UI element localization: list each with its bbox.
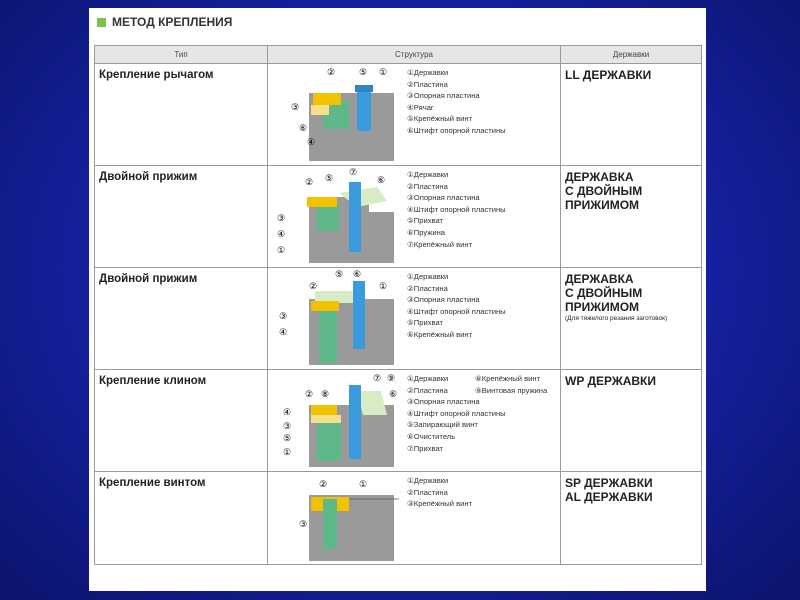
part-item: ⑦Крепёжный винт	[407, 239, 473, 249]
holder-note: (Для тяжелого резания заготовок)	[565, 315, 668, 322]
type-cell: Крепление винтом	[95, 472, 268, 565]
part-item: ③Крепёжный винт	[407, 499, 473, 509]
callout-label: ④	[307, 137, 316, 147]
callout-label: ①	[379, 281, 388, 291]
insert-shape	[311, 301, 339, 311]
clamp-screw-shape	[323, 499, 337, 549]
clamp-screw-shape	[349, 385, 361, 459]
part-item: ⑤Запирающий винт	[407, 420, 478, 430]
holder-label: AL ДЕРЖАВКИ	[565, 490, 653, 504]
holder-cell	[561, 370, 702, 472]
parts-list	[407, 169, 506, 250]
callout-label: ④	[283, 407, 292, 417]
insert-shape	[311, 405, 337, 415]
type-cell: Двойной прижим	[95, 166, 268, 268]
part-item: ①Державки	[407, 272, 449, 281]
callout-label: ⑧	[321, 389, 330, 399]
callout-label: ②	[305, 389, 314, 399]
part-item: ⑤Крепёжный винт	[407, 114, 473, 124]
holder-label: ДЕРЖАВКА	[565, 272, 634, 286]
green-square-icon	[97, 18, 106, 27]
lever-lock-diagram	[269, 65, 405, 163]
callout-label: ②	[305, 177, 314, 187]
insert-shape	[307, 197, 337, 207]
column-header-holders: Державки	[561, 46, 702, 64]
callout-label: ⑨	[387, 373, 396, 383]
holder-label: WP ДЕРЖАВКИ	[565, 374, 656, 388]
document-sheet	[89, 8, 706, 591]
part-item: ①Державки	[407, 476, 449, 485]
part-item-pair	[407, 385, 547, 397]
callout-label: ⑤	[283, 433, 292, 443]
structure-cell	[268, 166, 561, 268]
holder-label: ПРИЖИМОМ	[565, 198, 640, 212]
type-cell: Крепление клином	[95, 370, 268, 472]
part-item: ①Державки	[407, 170, 449, 179]
double-clamp-diagram	[269, 167, 405, 265]
parts-list	[407, 271, 506, 341]
callout-label: ⑤	[335, 269, 344, 279]
callout-label: ⑥	[389, 389, 398, 399]
part-item: ④Штифт опорной пластины	[407, 408, 506, 418]
insert-shape	[313, 93, 341, 105]
structure-cell	[268, 370, 561, 472]
page-title: МЕТОД КРЕПЛЕНИЯ	[112, 15, 233, 29]
part-item-pair	[407, 373, 547, 385]
holder-cell	[561, 166, 702, 268]
part-item: ②Пластина	[407, 385, 448, 395]
part-item: ④Штифт опорной пластины	[407, 204, 506, 214]
table-row	[95, 166, 702, 268]
callout-label: ④	[279, 327, 288, 337]
callout-label: ⑥	[353, 269, 362, 279]
type-cell: Двойной прижим	[95, 268, 268, 370]
callout-label: ③	[277, 213, 286, 223]
shim-pin-shape	[317, 417, 341, 461]
part-item: ③Опорная пластина	[407, 397, 480, 407]
callout-label: ①	[379, 67, 388, 77]
clamp-screw-shape	[357, 87, 371, 131]
table-row	[95, 472, 702, 565]
callout-label: ②	[319, 479, 328, 489]
callout-label: ⑤	[325, 173, 334, 183]
part-item: ⑤Прихват	[407, 318, 444, 328]
part-item: ⑥Пружина	[407, 227, 446, 237]
screw-lock-diagram	[269, 473, 405, 563]
part-item: ①Державки	[407, 374, 449, 383]
part-item: ③Опорная пластина	[407, 193, 480, 203]
structure-cell	[268, 472, 561, 565]
part-item: ⑨Винтовая пружина	[475, 385, 548, 395]
holder-label: SP ДЕРЖАВКИ	[565, 476, 653, 490]
table-row	[95, 370, 702, 472]
part-item: ④Рячаг	[407, 102, 434, 112]
callout-label: ③	[279, 311, 288, 321]
type-cell: Крепление рычагом	[95, 64, 268, 166]
part-item: ⑥Очиститель	[407, 431, 456, 441]
holder-cell	[561, 472, 702, 565]
callout-label: ⑤	[359, 67, 368, 77]
holder-cell	[561, 64, 702, 166]
callout-label: ⑦	[349, 167, 358, 177]
holder-label: ПРИЖИМОМ	[565, 300, 640, 314]
part-item: ⑥Крепёжный винт	[407, 329, 473, 339]
column-header-type: Тип	[95, 46, 268, 64]
part-item: ⑧Крепёжный винт	[475, 374, 541, 383]
holder-label: С ДВОЙНЫМ	[565, 286, 643, 300]
callout-label: ①	[277, 245, 286, 255]
part-item: ④Штифт опорной пластины	[407, 306, 506, 316]
holder-label: ДЕРЖАВКА	[565, 170, 634, 184]
part-item: ②Пластина	[407, 181, 448, 191]
heavy-double-clamp-diagram	[269, 269, 405, 367]
callout-label: ⑥	[299, 123, 308, 133]
wedge-lock-diagram	[269, 371, 405, 469]
callout-label: ①	[359, 479, 368, 489]
part-item: ②Пластина	[407, 79, 448, 89]
shim-shape	[311, 415, 341, 423]
parts-list	[407, 373, 547, 454]
shim-pin-shape	[317, 203, 339, 231]
part-item: ②Пластина	[407, 283, 448, 293]
callout-label: ③	[291, 102, 300, 112]
clamp-screw-shape	[353, 281, 365, 349]
shim-shape	[311, 105, 329, 115]
callout-label: ⑥	[377, 175, 386, 185]
page-heading	[97, 14, 232, 30]
callout-label: ②	[327, 67, 336, 77]
part-item: ⑥Штифт опорной пластины	[407, 125, 506, 135]
shim-pin-shape	[319, 307, 337, 363]
table-header-row	[95, 46, 702, 64]
callout-label: ③	[299, 519, 308, 529]
parts-list	[407, 475, 472, 510]
table-row	[95, 268, 702, 370]
table-row	[95, 64, 702, 166]
clamping-method-table	[94, 45, 702, 565]
structure-cell	[268, 64, 561, 166]
parts-list	[407, 67, 506, 137]
callout-label: ②	[309, 281, 318, 291]
callout-label: ③	[283, 421, 292, 431]
holder-label: LL ДЕРЖАВКИ	[565, 68, 652, 82]
clamp-screw-shape	[349, 182, 361, 252]
structure-cell	[268, 268, 561, 370]
part-item: ③Опорная пластина	[407, 91, 480, 101]
part-item: ⑤Прихват	[407, 216, 444, 226]
column-header-structure: Структура	[268, 46, 561, 64]
callout-label: ①	[283, 447, 292, 457]
part-item: ⑦Прихват	[407, 443, 444, 453]
part-item: ②Пластина	[407, 487, 448, 497]
screw-head-shape	[355, 85, 373, 92]
callout-label: ④	[277, 229, 286, 239]
holder-cell	[561, 268, 702, 370]
part-item: ③Опорная пластина	[407, 295, 480, 305]
part-item: ①Державки	[407, 68, 449, 77]
holder-label: С ДВОЙНЫМ	[565, 184, 643, 198]
callout-label: ⑦	[373, 373, 382, 383]
